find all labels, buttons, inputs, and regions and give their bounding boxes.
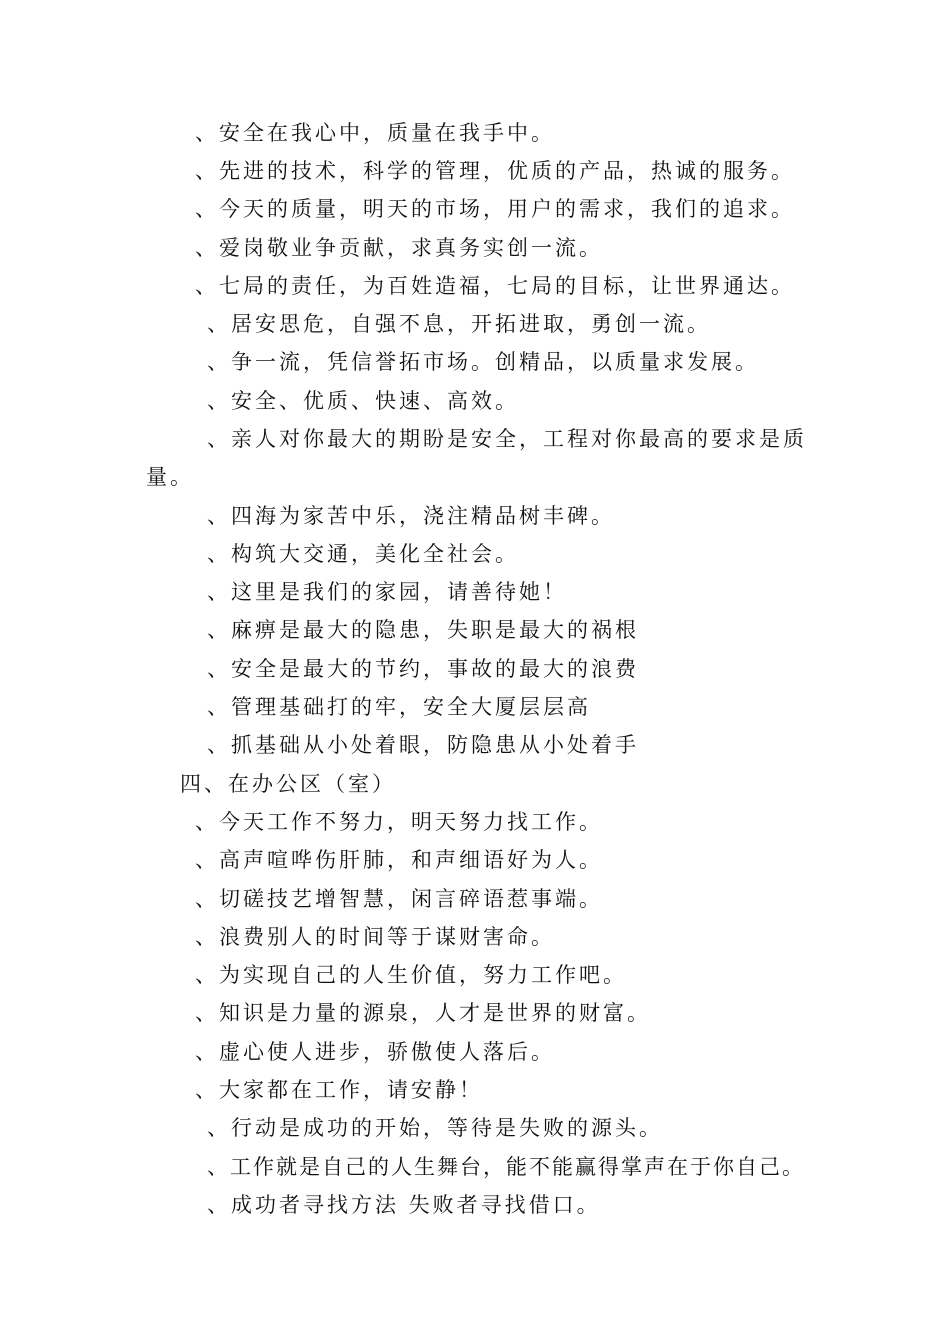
slogan-line: 、麻痹是最大的隐患，失职是最大的祸根 [207, 618, 639, 642]
slogan-line: 、工作就是自己的人生舞台，能不能赢得掌声在于你自己。 [207, 1155, 805, 1179]
slogan-line: 、抓基础从小处着眼，防隐患从小处着手 [207, 733, 639, 757]
slogan-line: 、构筑大交通，美化全社会。 [207, 542, 519, 566]
slogan-line: 、七局的责任，为百姓造福，七局的目标，让世界通达。 [195, 274, 795, 298]
slogan-line: 、今天工作不努力，明天努力找工作。 [195, 810, 603, 834]
slogan-line: 、为实现自己的人生价值，努力工作吧。 [195, 963, 627, 987]
slogan-line: 、高声喧哗伤肝肺，和声细语好为人。 [195, 848, 603, 872]
section-heading: 四、在办公区（室） [180, 772, 396, 796]
slogan-line: 、亲人对你最大的期盼是安全，工程对你最高的要求是质 [207, 427, 807, 451]
slogan-line: 、管理基础打的牢，安全大厦层层高 [207, 695, 591, 719]
slogan-line: 、虚心使人进步，骄傲使人落后。 [195, 1040, 555, 1064]
slogan-line: 、成功者寻找方法 失败者寻找借口。 [207, 1193, 601, 1217]
slogan-line: 、今天的质量，明天的市场，用户的需求，我们的追求。 [195, 197, 795, 221]
slogan-line: 、先进的技术，科学的管理，优质的产品，热诚的服务。 [195, 159, 795, 183]
slogan-line: 、安全是最大的节约，事故的最大的浪费 [207, 657, 639, 681]
slogan-line: 、争一流，凭信誉拓市场。创精品，以质量求发展。 [207, 350, 759, 374]
slogan-line: 、居安思危，自强不息，开拓进取，勇创一流。 [207, 312, 711, 336]
slogan-line: 、切磋技艺增智慧，闲言碎语惹事端。 [195, 887, 603, 911]
slogan-line: 、四海为家苦中乐，浇注精品树丰碑。 [207, 504, 615, 528]
slogan-line: 、行动是成功的开始，等待是失败的源头。 [207, 1116, 663, 1140]
slogan-line: 、安全、优质、快速、高效。 [207, 389, 519, 413]
slogan-line: 、知识是力量的源泉，人才是世界的财富。 [195, 1001, 651, 1025]
slogan-line: 、安全在我心中，质量在我手中。 [195, 121, 555, 145]
slogan-line-continuation: 量。 [146, 465, 194, 489]
slogan-line: 、浪费别人的时间等于谋财害命。 [195, 925, 555, 949]
slogan-line: 、爱岗敬业争贡献，求真务实创一流。 [195, 236, 603, 260]
slogan-line: 、这里是我们的家园，请善待她！ [207, 580, 567, 604]
slogan-line: 、大家都在工作，请安静！ [195, 1078, 483, 1102]
